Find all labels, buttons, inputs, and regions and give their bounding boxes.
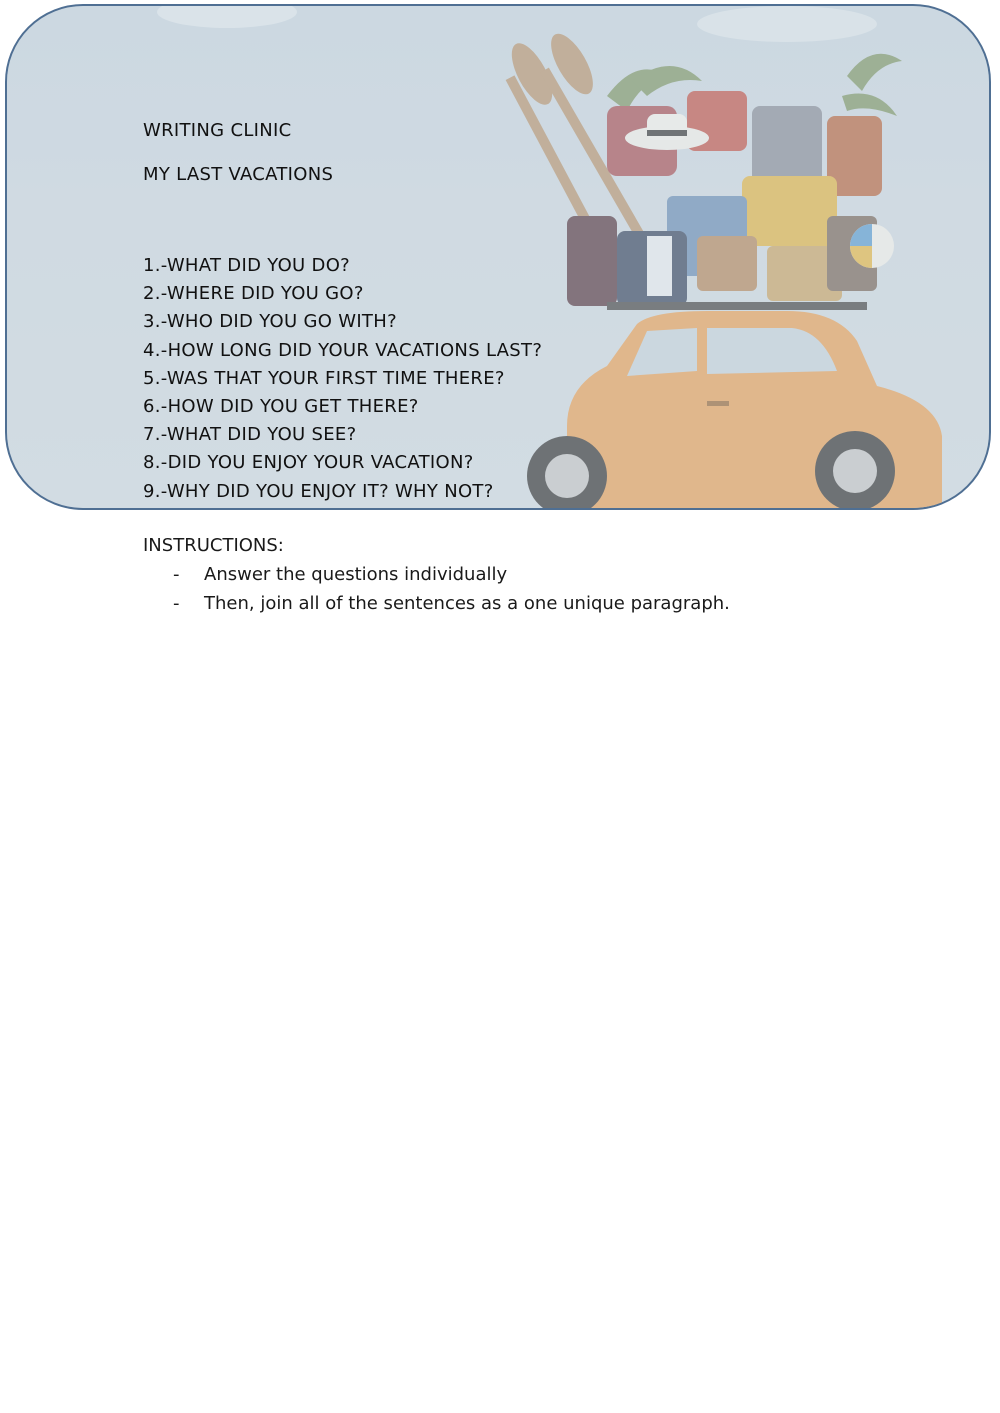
question-item: 9.-WHY DID YOU ENJOY IT? WHY NOT? [143,480,494,502]
instruction-list [143,560,730,618]
question-item: 7.-WHAT DID YOU SEE? [143,424,357,446]
instructions-heading: INSTRUCTIONS: [143,535,284,556]
instruction-item [143,589,730,618]
bullet-dash: - [173,564,180,585]
instruction-text: Answer the questions individually [204,564,508,585]
question-item: 5.-WAS THAT YOUR FIRST TIME THERE? [143,367,505,389]
question-item: 2.-WHERE DID YOU GO? [143,283,364,305]
question-list [143,252,542,506]
question-item: 6.-HOW DID YOU GET THERE? [143,395,419,417]
instructions-section [143,532,730,618]
bullet-dash: - [173,593,180,614]
question-item: 8.-DID YOU ENJOY YOUR VACATION? [143,452,474,474]
instruction-item [143,560,730,589]
question-item: 3.-WHO DID YOU GO WITH? [143,311,397,333]
instruction-text: Then, join all of the sentences as a one unique paragraph. [204,593,730,614]
worksheet-title: WRITING CLINIC [143,120,292,141]
worksheet-subtitle: MY LAST VACATIONS [143,164,334,185]
question-item: 1.-WHAT DID YOU DO? [143,255,351,276]
question-item: 4.-HOW LONG DID YOUR VACATIONS LAST? [143,339,543,361]
